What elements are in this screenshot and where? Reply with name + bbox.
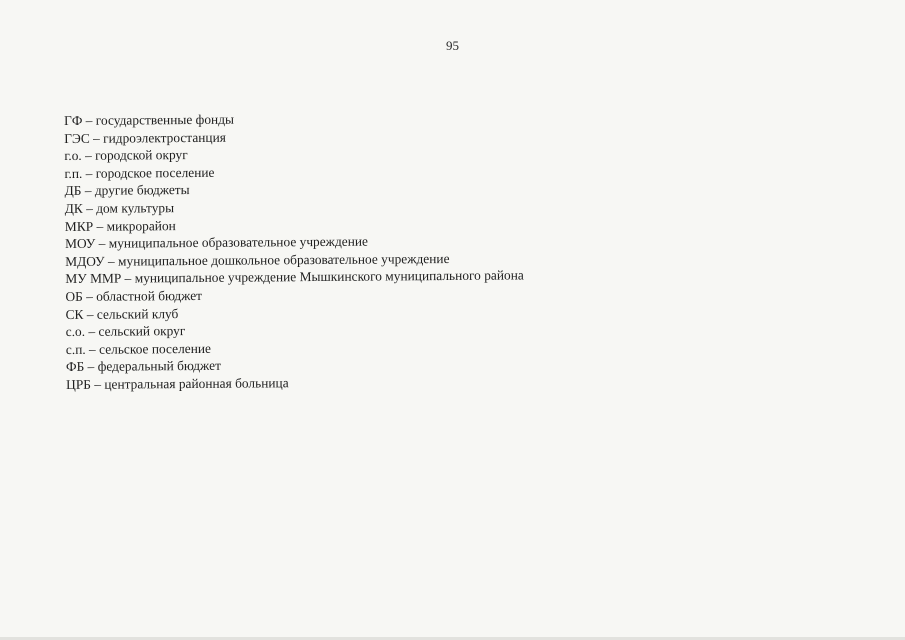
abbreviation-list (64, 108, 525, 393)
abbreviation-item: ДБ – другие бюджеты (64, 182, 190, 199)
abbreviation-item: МОУ – муниципальное образовательное учреждение (64, 233, 369, 252)
abbreviation-item: ГФ – государственные фонды (64, 111, 235, 128)
abbreviation-item: СК – сельский клуб (65, 305, 179, 322)
abbreviation-item: г.п. – городское поселение (64, 164, 215, 181)
abbreviation-item: с.п. – сельское поселение (65, 340, 212, 357)
page-number: 95 (446, 38, 459, 53)
abbreviation-item: с.о. – сельский округ (65, 323, 186, 340)
abbreviation-item: МДОУ – муниципальное дошкольное образовательное учреждение (65, 250, 450, 269)
abbreviation-item: ДК – дом культуры (64, 200, 175, 216)
abbreviation-item: г.о. – городской округ (64, 147, 188, 164)
abbreviation-item: ЦРБ – центральная районная больница (66, 375, 289, 392)
abbreviation-item: МКР – микрорайон (64, 217, 176, 234)
abbreviation-item: МУ ММР – муниципальное учреждение Мышкинского муниципального района (65, 267, 524, 287)
abbreviation-item: ОБ – областной бюджет (65, 287, 203, 304)
abbreviation-item: ГЭС – гидроэлектростанция (64, 129, 226, 146)
abbreviation-item: ФБ – федеральный бюджет (65, 358, 221, 375)
